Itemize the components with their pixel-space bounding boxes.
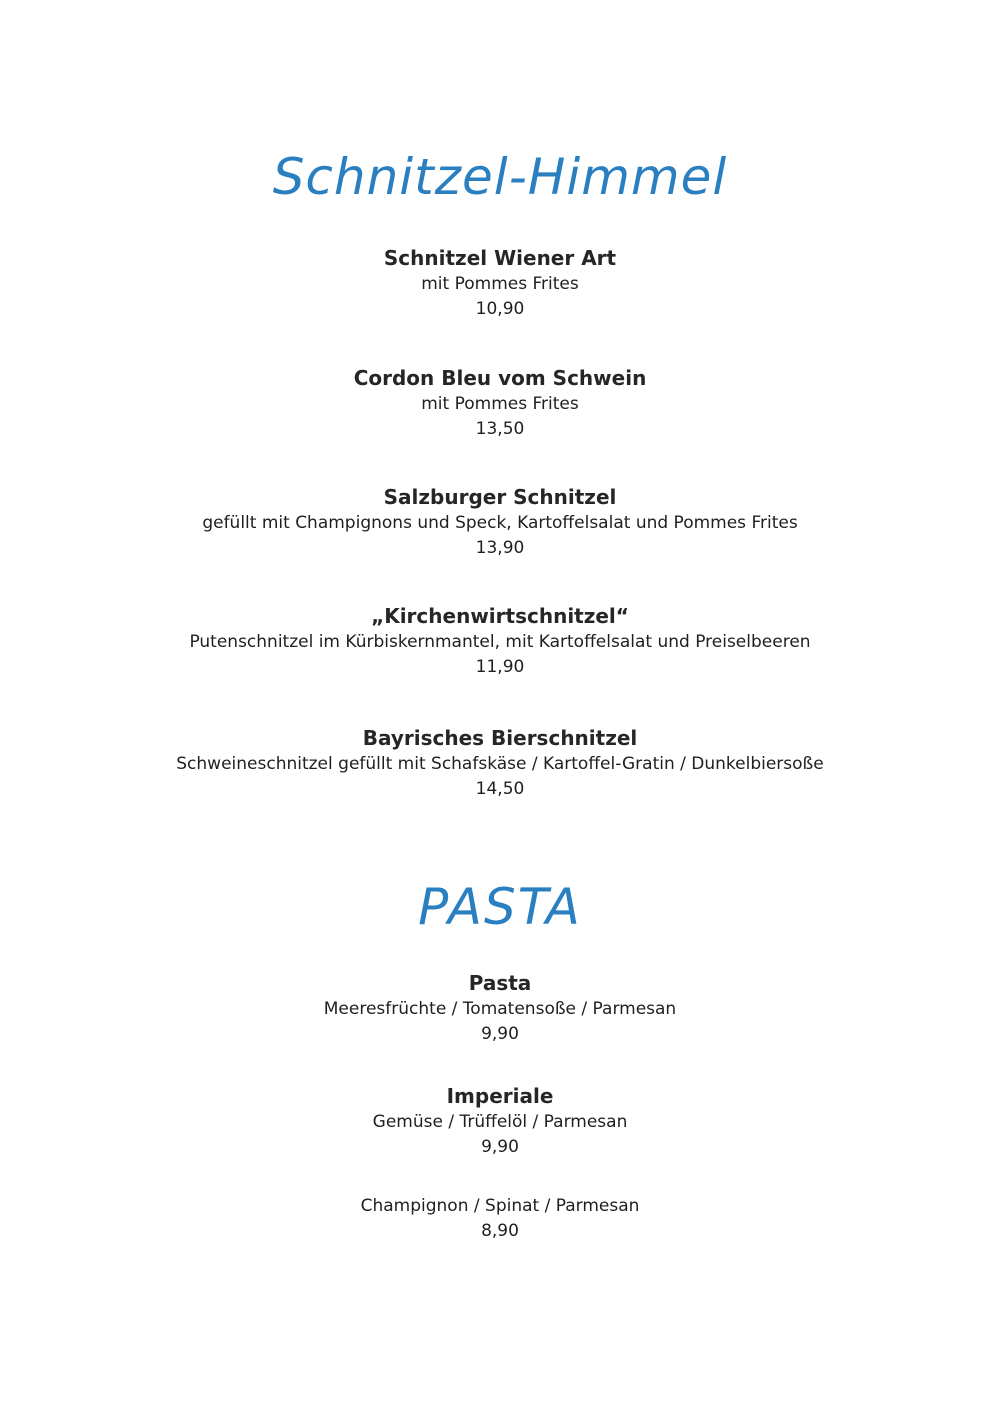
dish-price: 14,50: [475, 779, 525, 799]
menu-item-bayrisches-bierschnitzel: [0, 724, 1000, 802]
dish-description: Putenschnitzel im Kürbiskernmantel, mit Kartoffelsalat und Preiselbeeren: [189, 632, 811, 652]
dish-description: mit Pommes Frites: [421, 394, 579, 414]
dish-price: 9,90: [481, 1024, 519, 1044]
menu-item-imperiale: [0, 1082, 1000, 1160]
dish-description: Meeresfrüchte / Tomatensoße / Parmesan: [323, 999, 677, 1019]
dish-price: 8,90: [481, 1221, 519, 1241]
dish-name: Bayrisches Bierschnitzel: [362, 726, 638, 750]
dish-price: 9,90: [481, 1137, 519, 1157]
dish-description: Champignon / Spinat / Parmesan: [360, 1196, 640, 1216]
menu-item-cordon-bleu: [0, 364, 1000, 442]
dish-description: Schweineschnitzel gefüllt mit Schafskäse / Kartoffel-Gratin / Dunkelbiersoße: [176, 754, 824, 774]
section-title-schnitzel-himmel: Schnitzel-Himmel: [272, 148, 728, 206]
dish-name: „Kirchenwirtschnitzel“: [371, 604, 629, 628]
dish-description: gefüllt mit Champignons und Speck, Kartoffelsalat und Pommes Frites: [202, 513, 798, 533]
menu-item-pasta: [0, 969, 1000, 1047]
dish-description: Gemüse / Trüffelöl / Parmesan: [372, 1112, 628, 1132]
dish-description: mit Pommes Frites: [421, 274, 579, 294]
menu-item-kirchenwirtschnitzel: [0, 602, 1000, 680]
menu-item-champignon-spinat: [0, 1194, 1000, 1244]
dish-price: 13,90: [475, 538, 525, 558]
dish-price: 11,90: [475, 657, 525, 677]
menu-item-salzburger-schnitzel: [0, 483, 1000, 561]
dish-name: Cordon Bleu vom Schwein: [353, 366, 647, 390]
dish-name: Schnitzel Wiener Art: [383, 246, 617, 270]
dish-name: Imperiale: [446, 1084, 554, 1108]
dish-name: Salzburger Schnitzel: [383, 485, 617, 509]
dish-price: 10,90: [475, 299, 525, 319]
section-title-pasta: PASTA: [418, 878, 582, 936]
dish-name: Pasta: [468, 971, 532, 995]
dish-price: 13,50: [475, 419, 525, 439]
menu-item-schnitzel-wiener-art: [0, 244, 1000, 322]
